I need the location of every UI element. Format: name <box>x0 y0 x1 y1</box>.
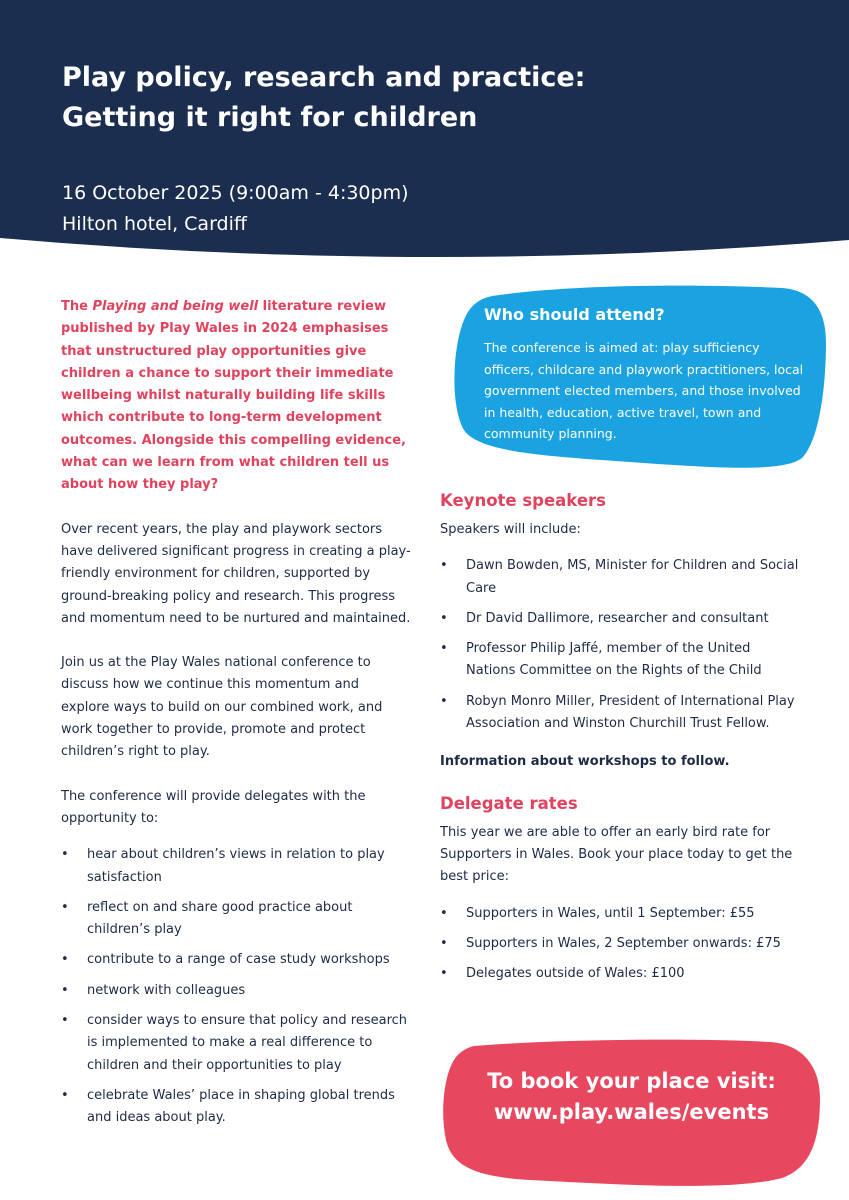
left-column <box>61 296 411 1138</box>
workshops-note: Information about workshops to follow. <box>440 754 730 770</box>
opportunity-list <box>61 844 411 1129</box>
list-item: • consider ways to ensure that policy and research is implemented to make a real difference to children and their opportunities to play <box>61 1010 411 1077</box>
intro-title: Playing and being well <box>92 299 259 314</box>
booking-link[interactable]: www.play.wales/events <box>493 1100 770 1124</box>
intro-paragraph <box>61 296 411 497</box>
title-line-1: Play policy, research and practice: <box>62 62 586 93</box>
keynote-heading: Keynote speakers <box>440 491 606 510</box>
intro-post: literature review published by Play Wales in 2024 emphasises that unstructured play opportunities give children a chance to support their immediate wellbeing whilst naturally building life skills which contribute to long-term development outcomes. Alongside this compelling evidence, what can we learn from what children tell us about how they play? <box>61 299 406 493</box>
intro-pre: The <box>61 299 93 314</box>
keynote-intro: Speakers will include: <box>440 522 581 537</box>
cta-line-1: To book your place visit: <box>487 1069 776 1093</box>
rates-heading: Delegate rates <box>440 793 578 813</box>
list-item: • hear about children’s views in relation to play satisfaction <box>61 844 411 889</box>
event-meta <box>62 178 409 240</box>
event-venue: Hilton hotel, Cardiff <box>62 213 247 235</box>
rates-list <box>440 903 800 986</box>
paragraph-opportunity: The conference will provide delegates with the opportunity to: <box>61 788 366 826</box>
list-item: • Robyn Monro Miller, President of International Play Association and Winston Churchill Trust Fellow. <box>440 691 800 736</box>
list-item: • Supporters in Wales, 2 September onwards: £75 <box>440 933 800 955</box>
paragraph-progress: Over recent years, the play and playwork sectors have delivered significant progress in creating a play-friendly environment for children, supported by ground-breaking policy and research. This progress and momentum need to be nurtured and maintained. <box>61 521 411 626</box>
list-item: • Supporters in Wales, until 1 September: £55 <box>440 903 800 925</box>
list-item: • reflect on and share good practice about children’s play <box>61 897 411 942</box>
page-title <box>62 58 802 138</box>
list-item: • celebrate Wales’ place in shaping global trends and ideas about play. <box>61 1085 411 1130</box>
list-item: • Professor Philip Jaffé, member of the United Nations Committee on the Rights of the Child <box>440 638 800 683</box>
list-item: • Dawn Bowden, MS, Minister for Children and Social Care <box>440 555 800 600</box>
booking-cta <box>440 1066 823 1128</box>
right-column <box>440 489 800 1001</box>
attend-heading: Who should attend? <box>484 305 665 324</box>
list-item: • Delegates outside of Wales: £100 <box>440 963 800 985</box>
title-line-2: Getting it right for children <box>62 102 478 133</box>
attend-text: The conference is aimed at: play sufficiency officers, childcare and playwork practitioners, local government elected members, and those involved in health, education, active travel, town and community planning. <box>484 340 804 441</box>
rates-intro: This year we are able to offer an early bird rate for Supporters in Wales. Book your place today to get the best price: <box>440 824 793 885</box>
event-date: 16 October 2025 (9:00am - 4:30pm) <box>62 182 409 204</box>
speaker-list <box>440 555 800 735</box>
paragraph-join: Join us at the Play Wales national conference to discuss how we continue this momentum and explore ways to build on our combined work, and work together to provide, promote and protect children’s right to play. <box>61 655 383 760</box>
list-item: • Dr David Dallimore, researcher and consultant <box>440 608 800 630</box>
attend-box <box>484 303 804 445</box>
list-item: • network with colleagues <box>61 980 411 1002</box>
list-item: • contribute to a range of case study workshops <box>61 949 411 971</box>
